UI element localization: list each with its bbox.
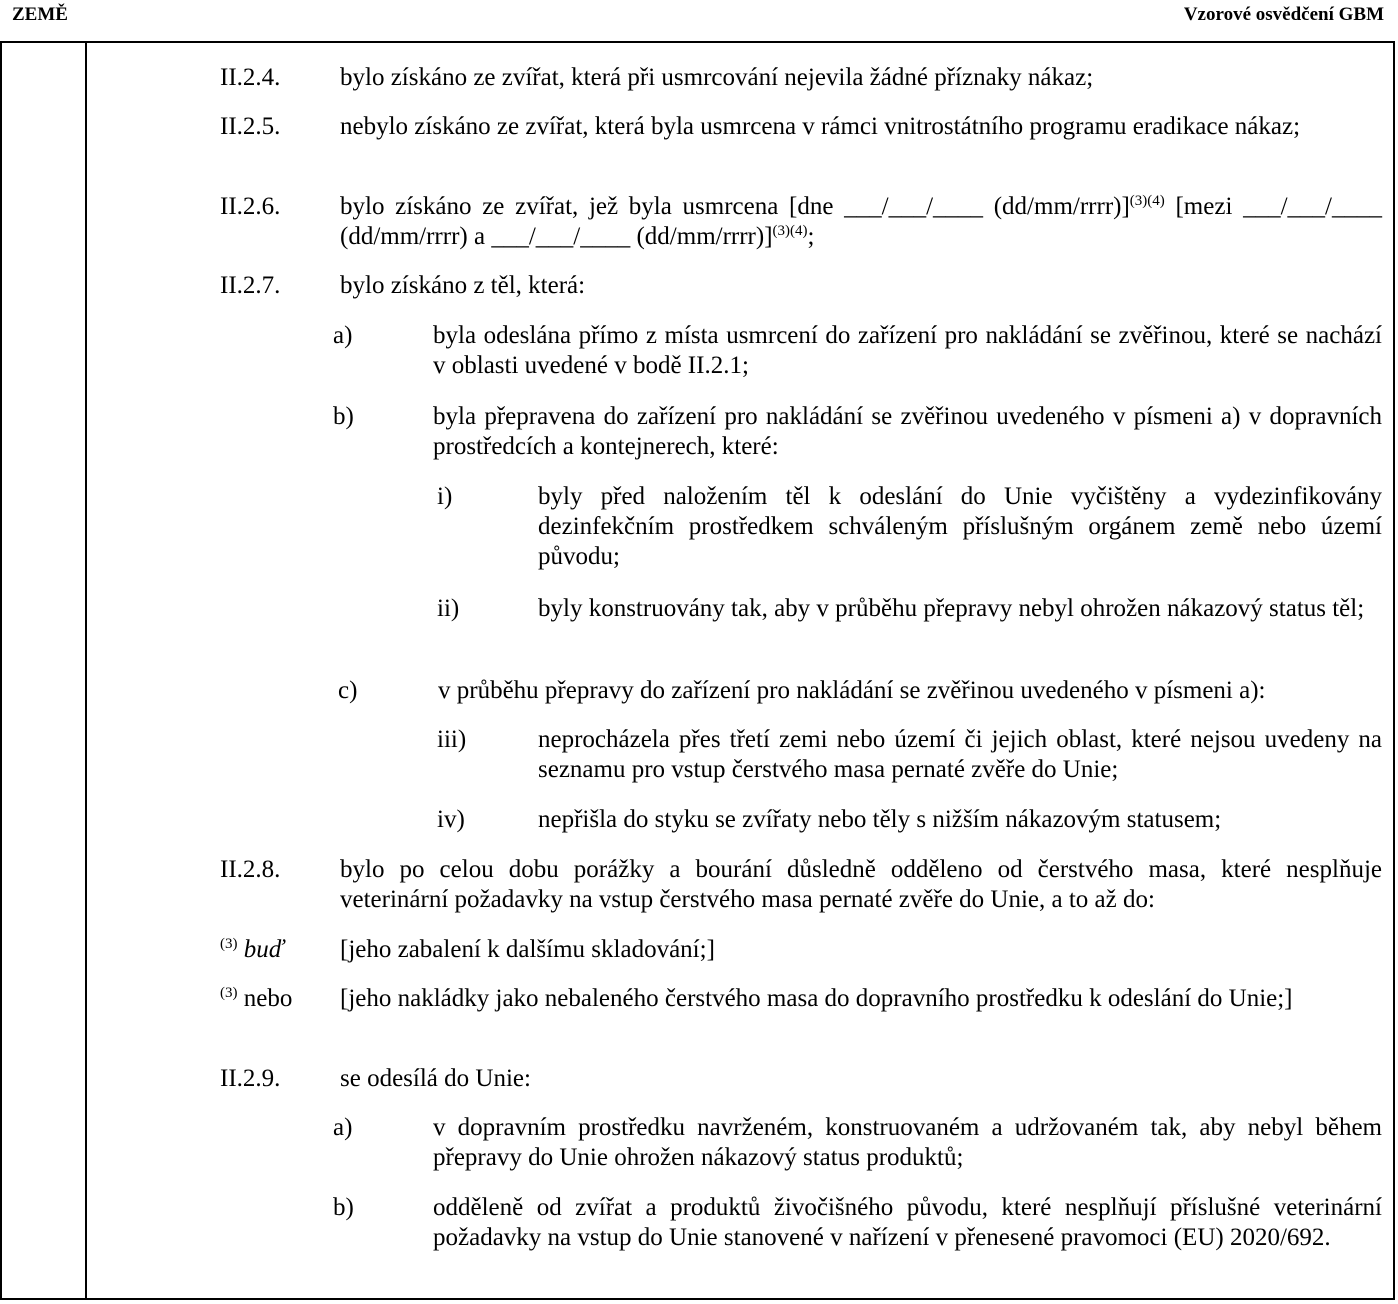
column-divider	[85, 41, 87, 1300]
date-clause-end: ;	[807, 223, 815, 250]
item-text-ii-2-7: bylo získáno z těl, která:	[340, 272, 586, 299]
item-text-ii-2-4: bylo získáno ze zvířat, která při usmrcování nejevila žádné příznaky nákaz;	[340, 64, 1094, 91]
roman-text-ii: byly konstruovány tak, aby v průběhu přepravy nebyl ohrožen nákazový status těl;	[538, 595, 1365, 622]
option-label-nebo	[220, 984, 292, 1014]
header-certificate-title: Vzorové osvědčení GBM	[1183, 4, 1384, 25]
sub-label-c: c)	[338, 677, 358, 704]
footnote-ref: (3)(4)	[1129, 193, 1165, 209]
roman-text-iii: neprocházela přes třetí zemi nebo území či jejich oblast, které nejsou uvedeny na seznamu pro vstup čerstvého masa pernaté zvěře do Unie;	[538, 726, 1382, 783]
option-text-nebo: [jeho nakládky jako nebaleného čerstvého masa do dopravního prostředku k odeslání do Unie;]	[340, 985, 1293, 1012]
item-label-ii-2-6: II.2.6.	[220, 193, 281, 220]
roman-label-ii: ii)	[437, 595, 460, 622]
item-label-ii-2-4: II.2.4.	[220, 64, 281, 91]
item-text-ii-2-5: nebylo získáno ze zvířat, která byla usmrcena v rámci vnitrostátního programu eradikace nákaz;	[340, 113, 1301, 140]
roman-label-iv: iv)	[437, 806, 465, 833]
roman-text-iv: nepřišla do styku se zvířaty nebo těly s nižším nákazovým statusem;	[538, 806, 1222, 833]
sub-label-a-2: a)	[333, 1114, 353, 1141]
sub-label-b-2: b)	[333, 1194, 354, 1221]
roman-label-iii: iii)	[437, 726, 467, 753]
sub-text-c: v průběhu přepravy do zařízení pro nakládání se zvěřinou uvedeného v písmeni a):	[438, 677, 1266, 704]
sub-label-b: b)	[333, 403, 354, 430]
roman-text-i: byly před naložením těl k odeslání do Unie vyčištěny a vydezinfikovány dezinfekčním prostředkem schváleným příslušným orgánem země nebo území původu;	[538, 483, 1382, 570]
sub-label-a: a)	[333, 322, 353, 349]
sub-text-b: byla přepravena do zařízení pro nakládání se zvěřinou uvedeného v písmeni a) v dopravních prostředcích a kontejnerech, které:	[433, 403, 1382, 460]
item-text-ii-2-9: se odesílá do Unie:	[340, 1065, 531, 1092]
sub-text-b-2: odděleně od zvířat a produktů živočišného původu, které nesplňují příslušné veterinární požadavky na vstup do Unie stanovené v nařízení v přenesené pravomoci (EU) 2020/692.	[433, 1194, 1382, 1251]
date-clause-2: [mezi ___/___/____ (dd/mm/rrrr) a ___/___/____ (dd/mm/rrrr)]	[340, 193, 1382, 250]
footnote-ref: (3)	[220, 936, 238, 952]
option-word-nebo: nebo	[243, 985, 293, 1012]
roman-label-i: i)	[437, 483, 453, 510]
item-label-ii-2-9: II.2.9.	[220, 1065, 281, 1092]
footnote-ref: (3)(4)	[772, 223, 808, 239]
sub-text-a-2: v dopravním prostředku navrženém, konstruovaném a udržovaném tak, aby nebyl během přepravy do Unie ohrožen nákazový status produktů;	[433, 1114, 1382, 1171]
date-clause-1: bylo získáno ze zvířat, jež byla usmrcena [dne ___/___/____ (dd/mm/rrrr)]	[340, 193, 1130, 220]
option-word-bud: buď	[243, 936, 284, 963]
option-text-bud: [jeho zabalení k dalšímu skladování;]	[340, 936, 715, 963]
header-country: ZEMĚ	[12, 4, 68, 25]
sub-text-a: byla odeslána přímo z místa usmrcení do zařízení pro nakládání se zvěřinou, které se nachází v oblasti uvedené v bodě II.2.1;	[433, 322, 1382, 379]
item-text-ii-2-8: bylo po celou dobu porážky a bourání důsledně odděleno od čerstvého masa, které nesplňuje veterinární požadavky na vstup čerstvého masa pernaté zvěře do Unie, a to až do:	[340, 856, 1382, 913]
footnote-ref: (3)	[220, 985, 238, 1001]
item-label-ii-2-5: II.2.5.	[220, 113, 281, 140]
item-label-ii-2-7: II.2.7.	[220, 272, 281, 299]
option-label-bud	[220, 935, 284, 965]
item-label-ii-2-8: II.2.8.	[220, 856, 281, 883]
item-text-ii-2-6	[340, 192, 1382, 252]
